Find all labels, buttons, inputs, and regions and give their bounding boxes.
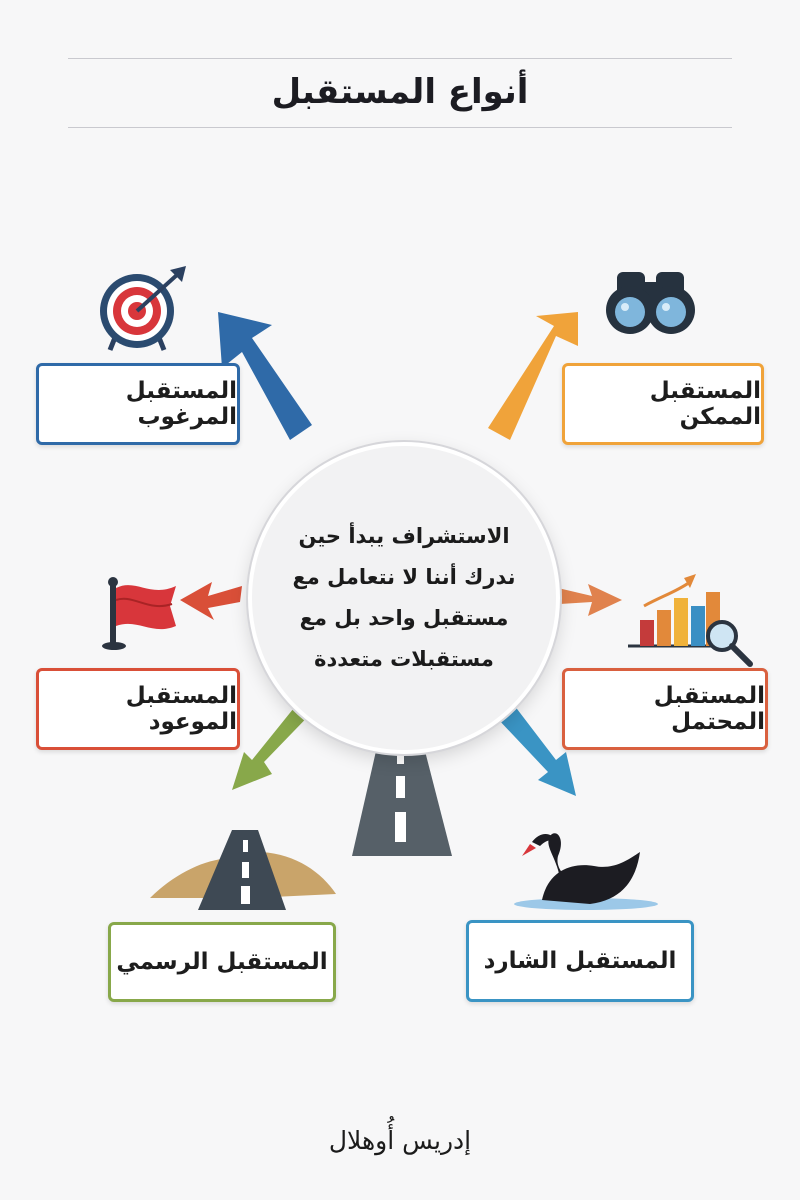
arrow-to-promised (180, 582, 242, 620)
box-wildcard-future (466, 920, 694, 1002)
label-possible-future: المستقبل الممكن (649, 378, 761, 430)
page-title: أنواع المستقبل (271, 72, 529, 112)
label-probable-future: المستقبل المحتمل (653, 683, 765, 735)
center-circle (248, 442, 560, 754)
road-dunes-icon (150, 830, 336, 910)
box-official-future (108, 922, 336, 1002)
center-text: الاستشراف يبدأ حين ندرك أننا لا نتعامل مع مستقبل واحد بل مع مستقبلات متعددة (292, 524, 516, 671)
label-desired-future: المستقبل المرغوب (125, 378, 237, 430)
author-name: إدريس أُوهلال (328, 1126, 472, 1155)
box-probable-future (562, 668, 768, 750)
label-official-future: المستقبل الرسمي (116, 949, 328, 975)
target-icon (100, 266, 186, 350)
flag-icon (102, 577, 176, 650)
box-desired-future (36, 363, 240, 445)
black-swan-icon (514, 833, 658, 910)
label-promised-future: المستقبل الموعود (125, 683, 237, 735)
arrow-to-probable (558, 584, 622, 616)
binoculars-icon (606, 272, 695, 334)
bar-chart-magnifier-icon (628, 574, 750, 664)
label-wildcard-future: المستقبل الشارد (483, 948, 677, 974)
box-possible-future (562, 363, 764, 445)
box-promised-future (36, 668, 240, 750)
